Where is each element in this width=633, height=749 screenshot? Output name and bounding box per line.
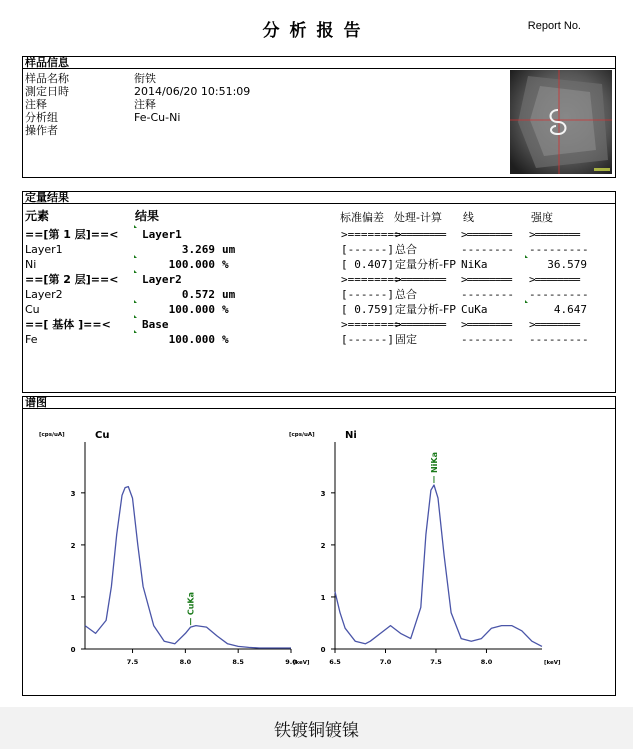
sample-name-label: 样品名称	[25, 72, 69, 85]
separator-process: >========	[395, 228, 446, 241]
chart-cu-ylabel: [cps/uA]	[39, 432, 65, 438]
sample-info-header: 样品信息	[23, 57, 615, 69]
row-value: 100.000	[168, 303, 215, 316]
separator-process: >========	[395, 273, 446, 286]
chart-ni-xlabel: [keV]	[544, 660, 561, 666]
chart-ni-y-tick-label: 0	[320, 646, 326, 654]
analysis-group-label: 分析组	[25, 111, 58, 124]
base-layer-name: Base	[142, 318, 169, 331]
row-line: --------	[461, 243, 514, 256]
chart-cu-y-tick-label: 3	[70, 489, 76, 498]
result-marker	[134, 315, 137, 318]
row-intensity: ---------	[529, 243, 589, 256]
chart-cu-x-tick-label: 8.5	[232, 658, 244, 666]
chart-cu-y-tick-label: 0	[70, 646, 76, 654]
chart-ni-series-line	[335, 485, 542, 646]
image-caption: 铁镀铜镀镍	[274, 721, 359, 741]
col-header-line: 线	[463, 211, 474, 224]
row-std: [ 0.407]	[341, 258, 394, 271]
layer-2-name: Layer2	[142, 273, 182, 286]
chart-cu-x-tick-label: 7.5	[126, 658, 139, 666]
row-value: 100.000	[168, 333, 215, 346]
row-value: 3.269	[181, 243, 215, 256]
col-header-result: 结果	[135, 209, 160, 223]
row-element: Cu	[25, 303, 40, 316]
chart-ni-x-tick-label: 7.0	[379, 658, 392, 666]
comment-label: 注释	[25, 98, 47, 111]
separator-process: >========	[395, 318, 446, 331]
row-line: --------	[461, 288, 514, 301]
row-element: Fe	[25, 333, 38, 346]
row-process: 总合	[395, 288, 417, 301]
chart-ni-y-tick-label: 3	[320, 489, 326, 498]
base-layer-label: ==[ 基体 ]==<	[25, 318, 111, 331]
col-header-std-dev: 标准偏差	[340, 211, 384, 224]
spectra-charts	[23, 410, 615, 696]
row-unit: %	[222, 333, 229, 346]
sample-name-value: 衔铁	[134, 72, 156, 85]
separator-intensity: >========	[529, 273, 580, 286]
row-element: Layer1	[25, 243, 63, 256]
row-unit: %	[222, 258, 229, 271]
row-unit: um	[222, 288, 236, 301]
separator-std: >========	[341, 273, 401, 286]
intensity-marker	[525, 255, 528, 258]
row-process: 固定	[395, 333, 417, 346]
analysis-group-value: Fe-Cu-Ni	[134, 111, 181, 124]
col-header-intensity: 强度	[531, 211, 553, 224]
row-std: [ 0.759]	[341, 303, 394, 316]
chart-ni-x-tick-label: 6.5	[329, 658, 341, 666]
col-header-element: 元素	[25, 209, 50, 223]
chart-ni-title: Ni	[345, 430, 357, 441]
chart-ni-ylabel: [cps/uA]	[289, 432, 315, 438]
chart-ni-y-tick-label: 2	[320, 541, 326, 550]
row-value: 0.572	[181, 288, 215, 301]
row-intensity: ---------	[529, 333, 589, 346]
chart-cu-series-line	[85, 487, 291, 648]
sample-photo	[510, 70, 612, 174]
chart-cu-y-tick-label: 2	[70, 541, 76, 550]
row-std: [------]	[341, 288, 394, 301]
row-process: 定量分析-FP	[395, 303, 456, 316]
separator-intensity: >========	[529, 318, 580, 331]
quant-results-header: 定量结果	[23, 192, 615, 204]
row-intensity: ---------	[529, 288, 589, 301]
separator-line: >========	[461, 318, 512, 331]
chart-ni-peak-label: NiKa	[429, 451, 439, 474]
spectra-header: 谱图	[23, 397, 615, 409]
row-std: [------]	[341, 243, 394, 256]
result-marker	[134, 270, 137, 273]
chart-cu-peak-label: CuKa	[186, 591, 196, 616]
operator-label: 操作者	[25, 124, 58, 137]
chart-cu-x-tick-label: 9.0	[285, 658, 297, 666]
col-header-process: 处理-计算	[394, 211, 442, 224]
chart-cu-y-tick-label: 1	[70, 593, 76, 602]
layer-1-label: ==[第 1 层]==<	[25, 228, 119, 241]
row-line: --------	[461, 333, 514, 346]
measure-date-value: 2014/06/20 10:51:09	[134, 85, 251, 98]
comment-value: 注释	[134, 98, 156, 111]
separator-intensity: >========	[529, 228, 580, 241]
report-title: 分析报告	[262, 21, 371, 41]
row-element: Ni	[25, 258, 37, 271]
row-line: NiKa	[461, 258, 488, 271]
sample-info-section	[22, 56, 616, 178]
row-line: CuKa	[461, 303, 488, 316]
separator-line: >========	[461, 273, 512, 286]
row-process: 总合	[395, 243, 417, 256]
row-value: 100.000	[168, 258, 215, 271]
row-process: 定量分析-FP	[395, 258, 456, 271]
separator-line: >========	[461, 228, 512, 241]
chart-ni-y-tick-label: 1	[320, 593, 326, 602]
intensity-marker	[525, 300, 528, 303]
row-intensity: 4.647	[553, 303, 587, 316]
row-intensity: 36.579	[547, 258, 587, 271]
sample-photo-image	[510, 70, 612, 174]
separator-std: >========	[341, 228, 401, 241]
chart-ni-x-tick-label: 7.5	[430, 658, 442, 666]
row-element: Layer2	[25, 288, 63, 301]
result-marker	[134, 225, 137, 228]
chart-ni-x-tick-label: 8.0	[480, 658, 493, 666]
row-std: [------]	[341, 333, 394, 346]
quant-results-section	[22, 191, 616, 393]
separator-std: >========	[341, 318, 401, 331]
chart-cu-title: Cu	[95, 430, 110, 441]
chart-cu-xlabel: [keV]	[293, 660, 310, 666]
row-unit: %	[222, 303, 229, 316]
report-number-label: Report No.	[527, 20, 581, 32]
chart-cu-x-tick-label: 8.0	[179, 658, 192, 666]
layer-2-label: ==[第 2 层]==<	[25, 273, 119, 286]
layer-1-name: Layer1	[142, 228, 182, 241]
row-unit: um	[222, 243, 236, 256]
measure-date-label: 測定日時	[25, 85, 69, 98]
spectra-section	[22, 396, 616, 696]
